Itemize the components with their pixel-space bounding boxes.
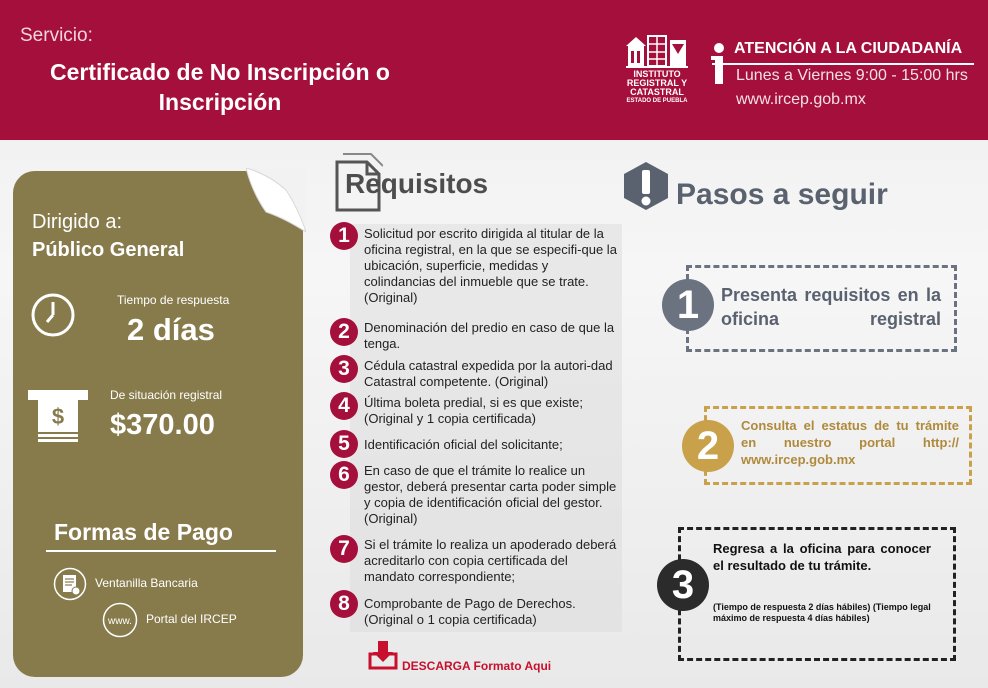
requirement-number: 3 (330, 355, 358, 383)
service-label: Servicio: (20, 25, 93, 46)
logo-subline: ESTADO DE PUEBLA (626, 98, 688, 104)
exclamation-icon (622, 160, 670, 212)
step-number: 2 (682, 420, 734, 472)
page-title: Certificado de No Inscripción o Inscripción (50, 59, 390, 115)
requirement-number: 1 (330, 222, 358, 250)
download-icon[interactable] (368, 640, 398, 670)
step-text: Regresa a la oficina para conocer el resultado de tu trámite. (713, 541, 931, 573)
response-time-label: Tiempo de respuesta (117, 293, 230, 307)
requirement-text: Denominación del predio en caso de que la tenga. (364, 320, 615, 351)
website-link[interactable]: www.ircep.gob.mx (736, 91, 866, 108)
download-form-link[interactable]: DESCARGA Formato Aqui (402, 659, 552, 673)
ircep-logo (618, 32, 696, 108)
www-icon-text: www. (108, 616, 132, 627)
requirement-text: En caso de que el trámite lo realice un gestor, deberá presentar carta poder simple y copia de identificación oficial del gestor. (Original) (364, 463, 617, 526)
attention-title: ATENCIÓN A LA CIUDADANÍA (734, 40, 963, 57)
step-text: Consulta el estatus de tu trámite en nuestro portal http:// www.ircep.gob.mx (741, 418, 959, 467)
requirement-number: 2 (330, 318, 358, 346)
svg-text:$: $ (51, 404, 65, 429)
payment-title: Formas de Pago (54, 519, 233, 545)
step-number: 1 (662, 279, 714, 331)
building-logo-icon (626, 32, 688, 68)
requirement-number: 6 (330, 461, 358, 489)
page-curl-decoration (246, 168, 306, 232)
cash-dispenser-icon (26, 388, 90, 444)
bank-form-icon (53, 567, 87, 601)
clock-icon (30, 292, 76, 338)
directed-value: Público General (32, 239, 185, 261)
steps-title: Pasos a seguir (676, 178, 888, 211)
logo-line: CATASTRAL (630, 87, 684, 97)
step-number: 3 (657, 559, 709, 611)
payment-divider (46, 550, 276, 552)
requirements-title: Requisitos (345, 168, 489, 199)
requirement-text: Comprobante de Pago de Derechos. (Original o 1 copia certificada) (364, 596, 576, 627)
requirement-text: Solicitud por escrito dirigida al titular de la oficina registral, en la que se especifi-que la ubicación, superficie, medidas y colindancias del inmueble que se trate.(Original) (364, 226, 617, 305)
www-icon (101, 602, 139, 638)
logo-text (618, 70, 696, 97)
requirement-text: Última boleta predial, si es que existe; (Original y 1 copia certificada) (364, 395, 583, 426)
requirement-text: Identificación oficial del solicitante; (364, 437, 563, 452)
requirement-number: 8 (330, 590, 358, 618)
cost-label: De situación registral (110, 388, 223, 402)
requirement-number: 7 (330, 535, 358, 563)
step-note: (Tiempo de respuesta 2 días hábiles) (Tiempo legal máximo de respuesta 4 días hábiles) (713, 602, 931, 623)
office-hours: Lunes a Viernes 9:00 - 15:00 hrs (736, 67, 968, 84)
requirement-text: Si el trámite lo realiza un apoderado deberá acreditarlo con copia certificada del mandato correspondiente; (364, 537, 617, 584)
cost-value: $370.00 (110, 409, 215, 441)
logo-line: INSTITUTO (633, 69, 681, 79)
requirement-number: 4 (330, 392, 358, 420)
directed-label: Dirigido a: (32, 211, 123, 233)
response-time-value: 2 días (127, 312, 215, 347)
attention-divider (712, 63, 974, 65)
requirement-text: Cédula catastral expedida por la autori-dad Catastral competente. (Original) (364, 358, 613, 389)
step-text: Presenta requisitos en la oficina registral (721, 285, 941, 329)
payment-method-portal[interactable]: Portal del IRCEP (146, 612, 237, 626)
header-banner (0, 0, 988, 140)
logo-line: REGISTRAL Y (626, 78, 688, 88)
payment-method-bank: Ventanilla Bancaria (95, 576, 198, 590)
requirement-number: 5 (330, 430, 358, 458)
